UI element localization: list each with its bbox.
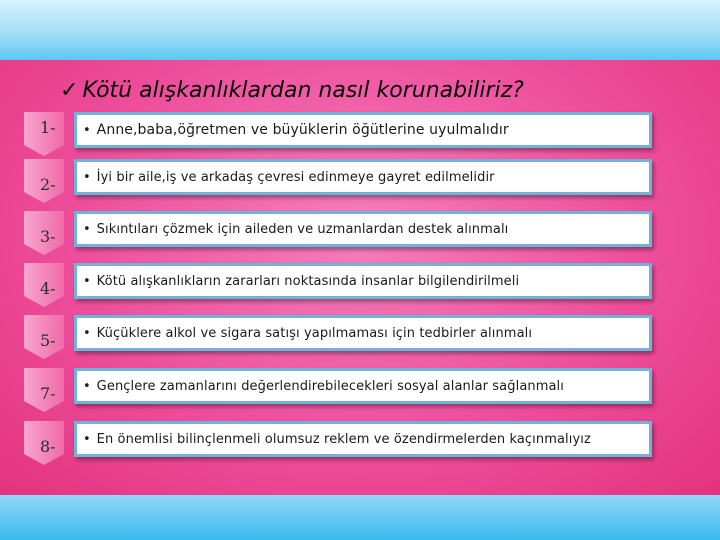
step-number: 7- [40, 384, 56, 403]
step-number: 4- [40, 279, 56, 298]
step-number: 3- [40, 227, 56, 246]
bullet-icon: • [83, 378, 91, 394]
slide-title-text: Kötü alışkanlıklardan nasıl korunabiliriz? [82, 77, 524, 103]
step-number: 1- [40, 118, 56, 137]
top-band [0, 0, 720, 60]
bullet-icon: • [83, 325, 91, 341]
checkmark-icon: ✓ [60, 77, 79, 103]
step-text: Sıkıntıları çözmek için aileden ve uzmanlardan destek alınmalı [96, 221, 509, 237]
step-number: 8- [40, 437, 56, 456]
list-item [0, 263, 720, 307]
step-card [74, 421, 652, 457]
step-card [74, 368, 652, 404]
step-text: Kötü alışkanlıkların zararları noktasında insanlar bilgilendirilmeli [96, 273, 520, 289]
step-card [74, 211, 652, 247]
step-text: En önemlisi bilinçlenmeli olumsuz reklem ve özendirmelerden kaçınmalıyız [96, 431, 591, 447]
list-item [0, 159, 720, 203]
list-item [0, 315, 720, 359]
bottom-band [0, 495, 720, 540]
list-item [0, 211, 720, 255]
step-text: İyi bir aile,iş ve arkadaş çevresi edinmeye gayret edilmelidir [96, 169, 495, 185]
step-number: 5- [40, 331, 56, 350]
slide-title [60, 72, 524, 108]
step-card [74, 315, 652, 351]
list-item [0, 421, 720, 465]
step-card [74, 159, 652, 195]
bullet-icon: • [83, 169, 91, 185]
step-card [74, 112, 652, 148]
step-number: 2- [40, 175, 56, 194]
bullet-icon: • [83, 221, 91, 237]
step-card [74, 263, 652, 299]
step-text: Gençlere zamanlarını değerlendirebilecekleri sosyal alanlar sağlanmalı [96, 378, 564, 394]
list-item [0, 112, 720, 156]
list-item [0, 368, 720, 412]
bullet-icon: • [83, 122, 91, 138]
bullet-icon: • [83, 273, 91, 289]
step-text: Küçüklere alkol ve sigara satışı yapılmaması için tedbirler alınmalı [96, 325, 533, 341]
step-text: Anne,baba,öğretmen ve büyüklerin öğütlerine uyulmalıdır [96, 122, 509, 138]
bullet-icon: • [83, 431, 91, 447]
